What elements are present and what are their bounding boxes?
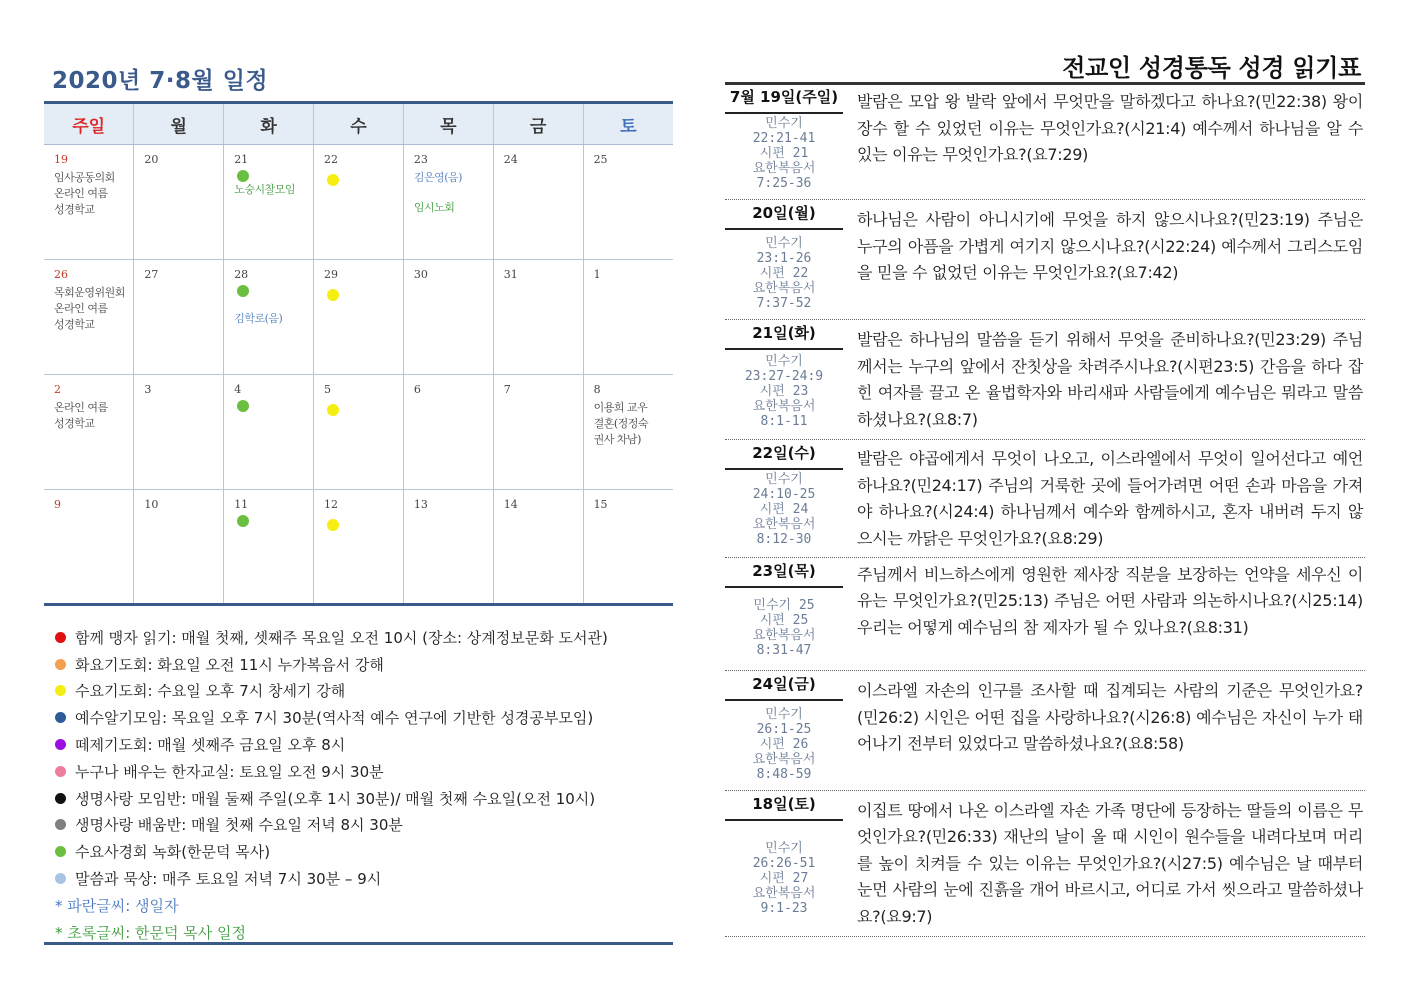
reference-line: 8:12-30 bbox=[756, 532, 812, 547]
reference-line: 8:1-11 bbox=[760, 414, 808, 429]
calendar-event: 임시노회 bbox=[413, 201, 455, 214]
reading-plan-title: 전교인 성경통독 성경 읽기표 bbox=[1062, 54, 1361, 82]
day-number: 6 bbox=[413, 383, 421, 396]
weekday-header: 금 bbox=[493, 103, 583, 145]
reading-date: 18일(토) bbox=[752, 795, 816, 813]
reading-date: 22일(수) bbox=[752, 444, 816, 462]
calendar-day-cell bbox=[583, 145, 673, 260]
reading-question: 이스라엘 자손의 인구를 조사할 때 집계되는 사람의 기준은 무엇인가요?(민26:2) 시인은 어떤 집을 사랑하나요?(시26:8) 예수님은 자신이 누가 태어나기 전부터 있었다고 말씀하셨나요?(요8:58) bbox=[857, 681, 1363, 753]
calendar-title: 2020년 7·8월 일정 bbox=[52, 68, 269, 94]
calendar-event: 온라인 여름 bbox=[54, 187, 108, 200]
calendar-day-cell bbox=[403, 375, 493, 490]
day-number: 25 bbox=[593, 153, 608, 166]
reference-line: 시편 21 bbox=[759, 146, 809, 161]
bullet-icon bbox=[55, 659, 66, 670]
reference-line: 요한복음서 bbox=[752, 886, 816, 901]
reference-line: 민수기 bbox=[765, 472, 803, 487]
reference-line: 시편 27 bbox=[759, 871, 809, 886]
bullet-icon bbox=[55, 819, 66, 830]
reference-line: 8:48-59 bbox=[756, 767, 812, 782]
reading-references bbox=[725, 116, 843, 191]
reading-references bbox=[725, 472, 843, 547]
calendar-day-cell bbox=[314, 260, 404, 375]
calendar-day-cell bbox=[314, 145, 404, 260]
legend-item bbox=[55, 785, 675, 812]
bullet-icon bbox=[55, 846, 66, 857]
reading-references bbox=[725, 707, 843, 782]
reference-line: 23:27-24:9 bbox=[744, 369, 824, 384]
calendar-day-cell bbox=[583, 260, 673, 375]
calendar-week-row bbox=[44, 490, 673, 605]
reference-line: 23:1-26 bbox=[756, 251, 812, 266]
calendar-body bbox=[44, 145, 673, 605]
reading-question: 발람은 야곱에게서 무엇이 나오고, 이스라엘에서 무엇이 일어선다고 예언하나요?(민24:17) 주님의 거룩한 곳에 들어가려면 어떤 손과 마음을 가져야 하나요?(시24:4) 하나님께서 예수와 함께하시고, 혼자 내버려 두지 않으시는 까닭은 무엇인가요?(요8:29) bbox=[857, 449, 1363, 548]
legend-text: 말씀과 묵상: 매주 토요일 저녁 7시 30분 – 9시 bbox=[75, 870, 382, 889]
day-number: 24 bbox=[503, 153, 518, 166]
bullet-icon bbox=[55, 766, 66, 777]
calendar-day-cell bbox=[493, 260, 583, 375]
day-number: 27 bbox=[144, 268, 159, 281]
calendar-day-cell bbox=[314, 490, 404, 605]
reference-line: 민수기 bbox=[765, 707, 803, 722]
reference-line: 시편 25 bbox=[759, 613, 809, 628]
day-number: 31 bbox=[503, 268, 518, 281]
day-number: 7 bbox=[503, 383, 511, 396]
reading-row bbox=[725, 558, 1365, 671]
legend-text: 수요기도회: 수요일 오후 7시 창세기 강해 bbox=[75, 682, 346, 701]
day-number: 3 bbox=[144, 383, 152, 396]
reference-line: 22:21-41 bbox=[752, 131, 816, 146]
bullet-icon bbox=[55, 793, 66, 804]
legend-text: 떼제기도회: 매월 셋째주 금요일 오후 8시 bbox=[75, 736, 346, 755]
calendar-event: 성경학교 bbox=[54, 203, 95, 216]
calendar-day-cell bbox=[134, 490, 224, 605]
reading-question: 발람은 하나님의 말씀을 듣기 위해서 무엇을 준비하나요?(민23:29) 주님께서는 누구의 앞에서 잔칫상을 차려주시나요?(시편23:5) 간음을 하다 잡힌 여자를 끌고 온 율법학자와 바리새파 사람들에게 예수님은 뭐라고 말씀하셨나요?(요8:7) bbox=[857, 330, 1363, 429]
calendar-day-cell bbox=[224, 260, 314, 375]
bullet-icon bbox=[55, 685, 66, 696]
reading-row bbox=[725, 200, 1365, 320]
reading-question: 발람은 모압 왕 발락 앞에서 무엇만을 말하겠다고 하나요?(민22:38) 왕이 장수 할 수 있었던 이유는 무엇인가요?(시21:4) 예수께서 하나님을 알 수 있는 이유는 무엇인가요?(요7:29) bbox=[857, 92, 1363, 164]
calendar-day-cell bbox=[403, 145, 493, 260]
date-rule bbox=[725, 586, 843, 588]
reading-references bbox=[725, 236, 843, 311]
date-rule bbox=[725, 112, 843, 114]
calendar-event: 김은영(음) bbox=[413, 171, 462, 184]
reference-line: 요한복음서 bbox=[752, 628, 816, 643]
green-dot-icon bbox=[237, 170, 249, 182]
day-number: 28 bbox=[234, 268, 249, 281]
calendar-event: 이용희 교우 bbox=[593, 401, 648, 414]
calendar-event: 목회운영위원회 bbox=[54, 286, 125, 299]
yellow-dot-icon bbox=[327, 404, 339, 416]
reference-line: 26:26-51 bbox=[752, 856, 816, 871]
legend-note: * 파란글씨: 생일자 bbox=[55, 896, 179, 915]
legend-text: 생명사랑 모임반: 매월 둘째 주일(오후 1시 30분)/ 매월 첫째 수요일(오전 10시) bbox=[75, 789, 596, 808]
calendar-event: 결혼(정정숙 bbox=[593, 417, 648, 430]
calendar-day-cell bbox=[44, 490, 134, 605]
date-rule bbox=[725, 699, 843, 701]
legend-item bbox=[55, 624, 675, 651]
calendar-day-cell bbox=[134, 260, 224, 375]
reading-row bbox=[725, 84, 1365, 200]
reference-line: 민수기 25 bbox=[753, 598, 815, 613]
calendar-day-cell bbox=[583, 490, 673, 605]
calendar bbox=[44, 101, 673, 606]
bullet-icon bbox=[55, 632, 66, 643]
day-number: 29 bbox=[324, 268, 339, 281]
calendar-event: 권사 차남) bbox=[593, 433, 641, 446]
calendar-day-cell bbox=[493, 375, 583, 490]
reading-date: 24일(금) bbox=[752, 675, 816, 693]
weekday-header: 월 bbox=[134, 103, 224, 145]
day-number: 9 bbox=[54, 498, 61, 511]
day-number: 14 bbox=[503, 498, 518, 511]
reference-line: 요한복음서 bbox=[752, 161, 816, 176]
legend-item bbox=[55, 678, 675, 705]
reference-line: 7:37-52 bbox=[756, 296, 812, 311]
reference-line: 24:10-25 bbox=[752, 487, 816, 502]
yellow-dot-icon bbox=[327, 289, 339, 301]
reading-date: 21일(화) bbox=[752, 324, 816, 342]
calendar-day-cell bbox=[403, 260, 493, 375]
reading-references bbox=[725, 841, 843, 916]
reading-row bbox=[725, 791, 1365, 937]
reference-line: 요한복음서 bbox=[752, 281, 816, 296]
reference-line: 9:1-23 bbox=[760, 901, 808, 916]
calendar-event: 성경학교 bbox=[54, 417, 95, 430]
schedule-legend bbox=[55, 624, 675, 946]
legend-text: 화요기도회: 화요일 오전 11시 누가복음서 강해 bbox=[75, 655, 384, 674]
calendar-day-cell bbox=[493, 490, 583, 605]
calendar-week-row bbox=[44, 260, 673, 375]
calendar-day-cell bbox=[44, 375, 134, 490]
day-number: 30 bbox=[413, 268, 428, 281]
reference-line: 시편 26 bbox=[759, 737, 809, 752]
reference-line: 8:31-47 bbox=[756, 643, 812, 658]
reading-references bbox=[725, 354, 843, 429]
weekday-header: 목 bbox=[403, 103, 493, 145]
date-rule bbox=[725, 348, 843, 350]
reference-line: 7:25-36 bbox=[756, 176, 812, 191]
reading-question: 하나님은 사람이 아니시기에 무엇을 하지 않으시나요?(민23:19) 주님은 누구의 아픔을 가볍게 여기지 않으시나요?(시22:24) 예수께서 그리스도임을 믿을 수 없었던 이유는 무엇인가요?(요7:42) bbox=[857, 210, 1363, 282]
calendar-event: 온라인 여름 bbox=[54, 401, 108, 414]
day-number: 10 bbox=[144, 498, 159, 511]
legend-item bbox=[55, 758, 675, 785]
yellow-dot-icon bbox=[327, 519, 339, 531]
day-number: 8 bbox=[593, 383, 601, 396]
day-number: 15 bbox=[593, 498, 608, 511]
legend-bottom-rule bbox=[44, 942, 673, 945]
yellow-dot-icon bbox=[327, 174, 339, 186]
reading-question: 주님께서 비느하스에게 영원한 제사장 직분을 보장하는 언약을 세우신 이유는 무엇인가요?(민25:13) 주님은 어떤 사람과 의논하시나요?(시25:14) 우리는 어떻게 예수님의 참 제자가 될 수 있나요?(요8:31) bbox=[857, 564, 1363, 637]
reference-line: 시편 23 bbox=[759, 384, 809, 399]
reading-question: 이집트 땅에서 나온 이스라엘 자손 가족 명단에 등장하는 딸들의 이름은 무엇인가요?(민26:33) 재난의 날이 올 때 시인이 원수들을 내려다보며 머리를 높이 치켜들 수 있는 이유는 무엇인가요?(시27:5) 예수님은 날 때부터 눈먼 사람의 눈에 진흙을 개어 바르시고, 어디로 가서 씻으라고 말씀하셨나요?(요9:7) bbox=[857, 800, 1363, 926]
reference-line: 민수기 bbox=[765, 841, 803, 856]
calendar-event: 임사공동의회 bbox=[54, 171, 115, 184]
legend-text: 생명사랑 배움반: 매월 첫째 수요일 저녁 8시 30분 bbox=[75, 816, 403, 835]
legend-text: 함께 맹자 읽기: 매월 첫째, 셋째주 목요일 오전 10시 (장소: 상계정보문화 도서관) bbox=[75, 628, 608, 647]
weekday-header: 화 bbox=[224, 103, 314, 145]
legend-text: 누구나 배우는 한자교실: 토요일 오전 9시 30분 bbox=[75, 762, 384, 781]
day-number: 23 bbox=[413, 153, 428, 166]
day-number: 12 bbox=[324, 498, 339, 511]
bullet-icon bbox=[55, 739, 66, 750]
legend-item bbox=[55, 651, 675, 678]
date-rule bbox=[725, 228, 843, 230]
legend-item bbox=[55, 731, 675, 758]
day-number: 20 bbox=[144, 153, 159, 166]
day-number: 22 bbox=[324, 153, 339, 166]
reading-references bbox=[725, 598, 843, 658]
reference-line: 민수기 bbox=[765, 116, 803, 131]
green-dot-icon bbox=[237, 400, 249, 412]
day-number: 5 bbox=[324, 383, 332, 396]
reading-row bbox=[725, 320, 1365, 440]
calendar-day-cell bbox=[493, 145, 583, 260]
bullet-icon bbox=[55, 712, 66, 723]
reference-line: 요한복음서 bbox=[752, 399, 816, 414]
calendar-day-cell bbox=[44, 145, 134, 260]
calendar-event: 성경학교 bbox=[54, 318, 95, 331]
calendar-day-cell bbox=[224, 490, 314, 605]
green-dot-icon bbox=[237, 515, 249, 527]
weekday-header: 주일 bbox=[44, 103, 134, 145]
reference-line: 민수기 bbox=[765, 354, 803, 369]
date-rule bbox=[725, 819, 843, 821]
calendar-day-cell bbox=[224, 375, 314, 490]
calendar-event: 김학로(음) bbox=[234, 312, 283, 325]
day-number: 21 bbox=[234, 153, 249, 166]
reading-row bbox=[725, 440, 1365, 558]
reference-line: 시편 24 bbox=[759, 502, 809, 517]
day-number: 11 bbox=[234, 498, 249, 511]
legend-item bbox=[55, 704, 675, 731]
calendar-day-cell bbox=[314, 375, 404, 490]
reading-date: 20일(월) bbox=[752, 204, 816, 222]
date-rule bbox=[725, 468, 843, 470]
calendar-day-cell bbox=[224, 145, 314, 260]
reading-date: 23일(목) bbox=[752, 562, 816, 580]
calendar-day-cell bbox=[583, 375, 673, 490]
reading-row bbox=[725, 671, 1365, 791]
calendar-day-cell bbox=[403, 490, 493, 605]
legend-item bbox=[55, 865, 675, 892]
day-number: 4 bbox=[234, 383, 242, 396]
day-number: 13 bbox=[413, 498, 428, 511]
legend-item bbox=[55, 812, 675, 839]
day-number: 26 bbox=[54, 268, 68, 281]
bullet-icon bbox=[55, 873, 66, 884]
reference-line: 요한복음서 bbox=[752, 752, 816, 767]
reading-date: 7월 19일(주일) bbox=[729, 88, 839, 106]
legend-item bbox=[55, 838, 675, 865]
calendar-day-cell bbox=[134, 375, 224, 490]
legend-note: * 초록글씨: 한문덕 목사 일정 bbox=[55, 923, 247, 942]
day-number: 19 bbox=[54, 153, 68, 166]
reference-line: 민수기 bbox=[765, 236, 803, 251]
weekday-header: 토 bbox=[583, 103, 673, 145]
day-number: 1 bbox=[593, 268, 601, 281]
reference-line: 26:1-25 bbox=[756, 722, 812, 737]
calendar-event: 온라인 여름 bbox=[54, 302, 108, 315]
calendar-day-cell bbox=[134, 145, 224, 260]
legend-text: 수요사경회 녹화(한문덕 목사) bbox=[75, 843, 271, 862]
weekday-header-row bbox=[44, 103, 673, 145]
legend-text: 예수알기모임: 목요일 오후 7시 30분(역사적 예수 연구에 기반한 성경공부모임) bbox=[75, 709, 594, 728]
reference-line: 시편 22 bbox=[759, 266, 809, 281]
calendar-week-row bbox=[44, 375, 673, 490]
green-dot-icon bbox=[237, 285, 249, 297]
day-number: 2 bbox=[54, 383, 61, 396]
calendar-table bbox=[44, 101, 673, 606]
calendar-event: 노숭시찰모임 bbox=[234, 183, 295, 196]
weekday-header: 수 bbox=[314, 103, 404, 145]
reference-line: 요한복음서 bbox=[752, 517, 816, 532]
calendar-day-cell bbox=[44, 260, 134, 375]
calendar-week-row bbox=[44, 145, 673, 260]
